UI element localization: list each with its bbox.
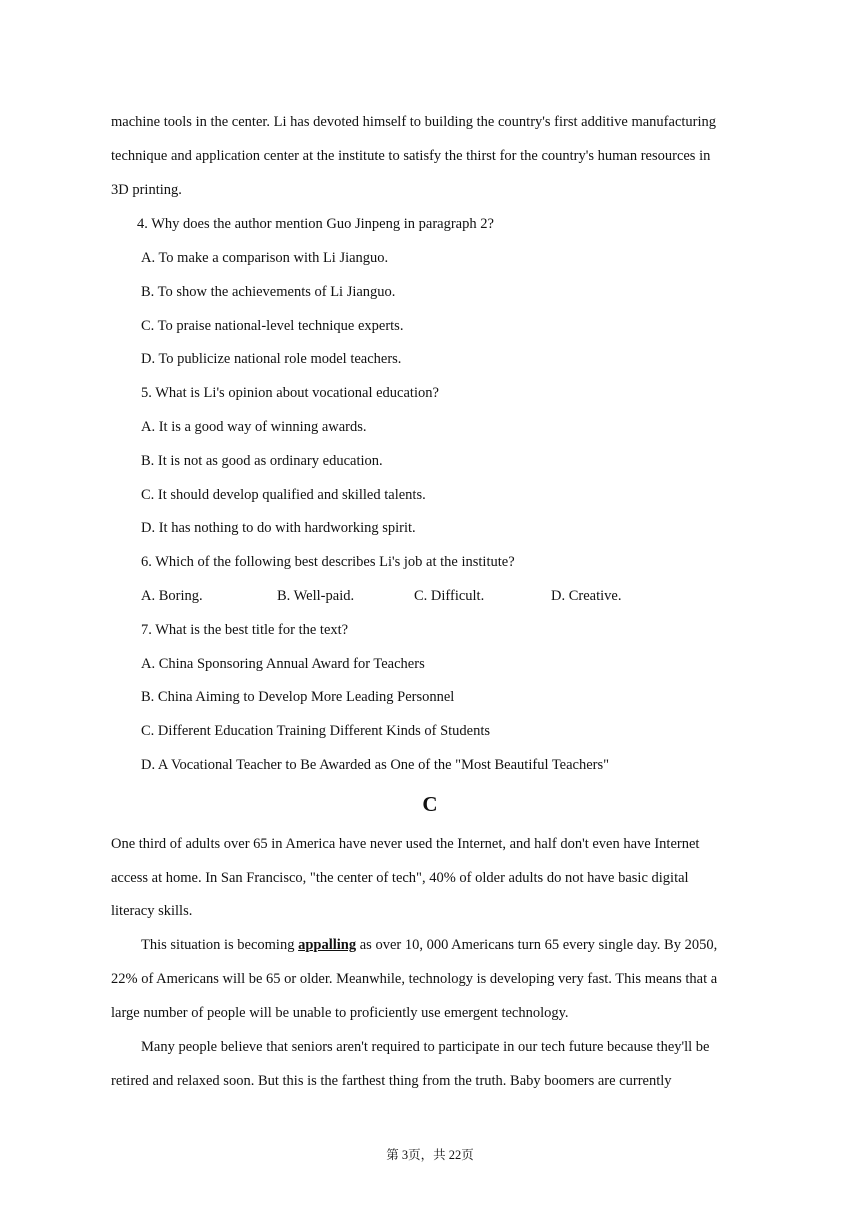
section-c-heading: C: [422, 792, 438, 816]
question-4-option-b: B. To show the achievements of Li Jianguo.: [141, 284, 396, 300]
passage-line: technique and application center at the institute to satisfy the thirst for the country's human resources in: [111, 148, 711, 164]
question-7-option-c: C. Different Education Training Different Kinds of Students: [141, 723, 491, 739]
page-footer: 第 3页，共 22页: [386, 1148, 474, 1162]
question-7-option-b: B. China Aiming to Develop More Leading Personnel: [141, 689, 455, 705]
passage-text: This situation is becoming: [141, 937, 299, 953]
question-5-option-d: D. It has nothing to do with hardworking spirit.: [141, 520, 416, 536]
passage-line: machine tools in the center. Li has devoted himself to building the country's first additive manufacturing: [111, 114, 717, 130]
question-5-stem: 5. What is Li's opinion about vocational education?: [141, 385, 439, 401]
passage-c-line: access at home. In San Francisco, "the center of tech", 40% of older adults do not have basic digital: [111, 870, 689, 886]
underlined-word: appalling: [298, 937, 357, 953]
question-6-option-b: B. Well-paid.: [277, 588, 355, 604]
question-7-option-a: A. China Sponsoring Annual Award for Teachers: [141, 656, 425, 672]
question-5-option-b: B. It is not as good as ordinary education.: [141, 453, 383, 469]
question-6-option-c: C. Difficult.: [414, 588, 485, 604]
question-4-option-a: A. To make a comparison with Li Jianguo.: [141, 250, 389, 266]
question-6-stem: 6. Which of the following best describes Li's job at the institute?: [141, 554, 515, 570]
question-6-option-a: A. Boring.: [141, 588, 203, 604]
question-5-option-a: A. It is a good way of winning awards.: [141, 419, 367, 435]
question-4-stem: 4. Why does the author mention Guo Jinpeng in paragraph 2?: [137, 216, 494, 232]
question-6-option-d: D. Creative.: [551, 588, 622, 604]
passage-c-line: One third of adults over 65 in America have never used the Internet, and half don't even have Internet: [111, 836, 700, 852]
passage-c-line: literacy skills.: [111, 903, 193, 919]
passage-c-line: 22% of Americans will be 65 or older. Meanwhile, technology is developing very fast. This means that a: [111, 971, 718, 987]
passage-text: as over 10, 000 Americans turn 65 every single day. By 2050,: [356, 937, 718, 953]
question-7-option-d: D. A Vocational Teacher to Be Awarded as One of the "Most Beautiful Teachers": [141, 757, 610, 773]
passage-line: 3D printing.: [111, 182, 182, 198]
passage-c-line: retired and relaxed soon. But this is the farthest thing from the truth. Baby boomers are currently: [111, 1073, 672, 1089]
question-4-option-c: C. To praise national-level technique experts.: [141, 318, 404, 334]
passage-c-line: [141, 935, 717, 955]
question-5-option-c: C. It should develop qualified and skilled talents.: [141, 487, 426, 503]
question-7-stem: 7. What is the best title for the text?: [141, 622, 349, 638]
passage-c-line: large number of people will be unable to proficiently use emergent technology.: [111, 1005, 569, 1021]
question-4-option-d: D. To publicize national role model teachers.: [141, 351, 402, 367]
passage-c-line: Many people believe that seniors aren't required to participate in our tech future because they'll be: [141, 1039, 710, 1055]
